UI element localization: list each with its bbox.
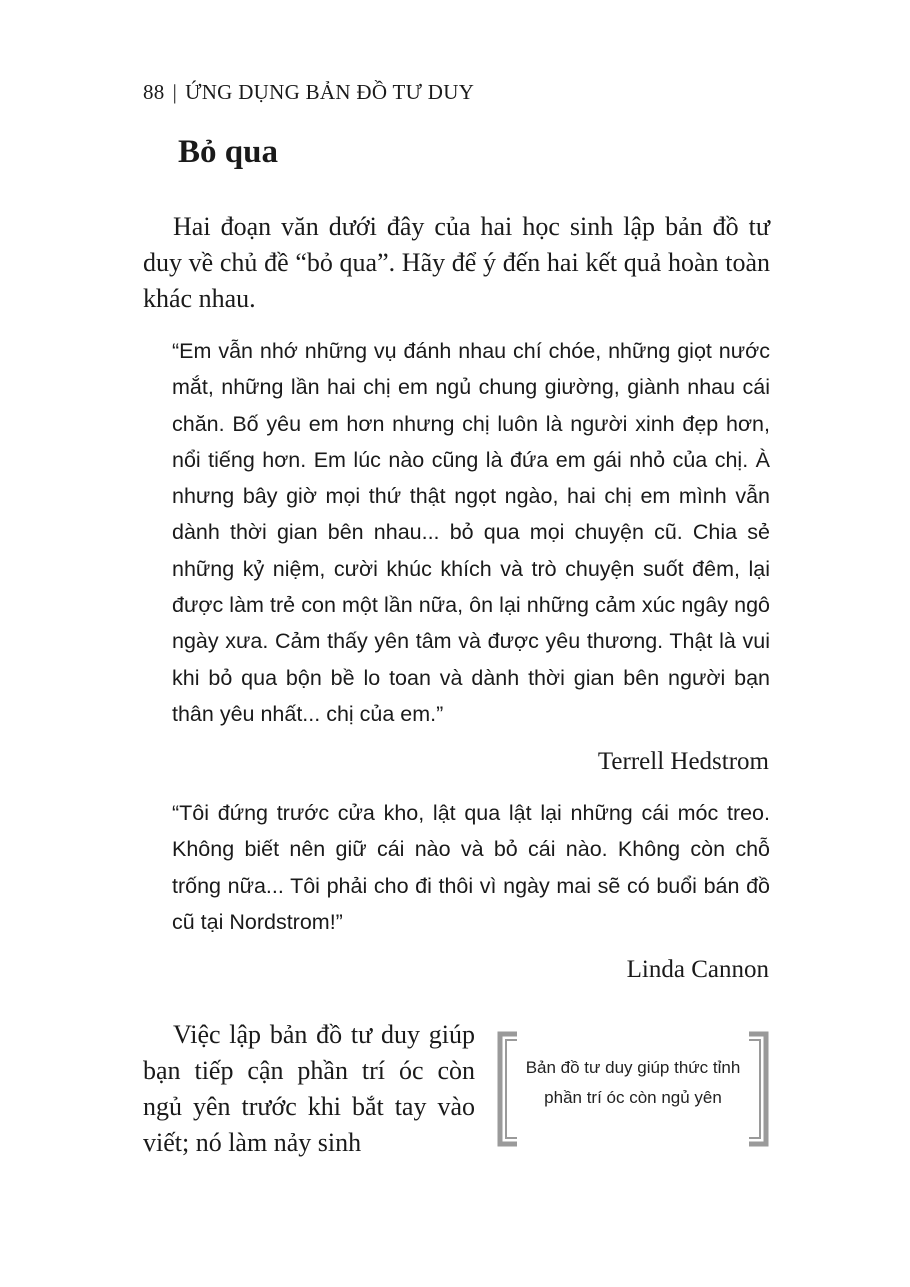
right-bracket-icon bbox=[747, 1031, 769, 1147]
pull-quote-line-2: phần trí óc còn ngủ yên bbox=[544, 1088, 722, 1107]
running-header bbox=[143, 80, 474, 105]
header-separator: | bbox=[172, 80, 178, 104]
pull-quote-line-1: Bản đồ tư duy giúp thức tỉnh bbox=[525, 1058, 741, 1077]
quote-author-1: Terrell Hedstrom bbox=[597, 748, 769, 775]
pull-quote-text bbox=[507, 1053, 759, 1113]
pull-quote-box bbox=[497, 1031, 769, 1147]
section-title: Bỏ qua bbox=[178, 134, 278, 170]
student-quote-1: “Em vẫn nhớ những vụ đánh nhau chí chóe, những giọt nước mắt, những lần hai chị em ngủ chung giường, giành nhau cái chăn. Bố yêu em hơn nhưng chị luôn là người xinh đẹp hơn, nổi tiếng hơn. Em lúc nào cũng là đứa em gái nhỏ của chị. À nhưng bây giờ mọi thứ thật ngọt ngào, hai chị em mình vẫn dành thời gian bên nhau... bỏ qua mọi chuyện cũ. Chia sẻ những kỷ niệm, cười khúc khích và trò chuyện suốt đêm, lại được làm trẻ con một lần nữa, ôn lại những cảm xúc ngây ngô ngày xưa. Cảm thấy yên tâm và được yêu thương. Thật là vui khi bỏ qua bộn bề lo toan và dành thời gian bên người bạn thân yêu nhất... chị của em.” bbox=[172, 339, 770, 726]
page-number: 88 bbox=[143, 80, 165, 104]
quote-author-2: Linda Cannon bbox=[626, 956, 769, 983]
running-title: ỨNG DỤNG BẢN ĐỒ TƯ DUY bbox=[185, 80, 475, 104]
closing-paragraph: Việc lập bản đồ tư duy giúp bạn tiếp cận phần trí óc còn ngủ yên trước khi bắt tay vào viết; nó làm nảy sinh bbox=[143, 1020, 475, 1157]
student-quote-2: “Tôi đứng trước cửa kho, lật qua lật lại những cái móc treo. Không biết nên giữ cái nào và bỏ cái nào. Không còn chỗ trống nữa... Tôi phải cho đi thôi vì ngày mai sẽ có buổi bán đồ cũ tại Nordstrom!” bbox=[172, 801, 770, 934]
intro-paragraph: Hai đoạn văn dưới đây của hai học sinh lập bản đồ tư duy về chủ đề “bỏ qua”. Hãy để ý đến hai kết quả hoàn toàn khác nhau. bbox=[143, 212, 770, 313]
